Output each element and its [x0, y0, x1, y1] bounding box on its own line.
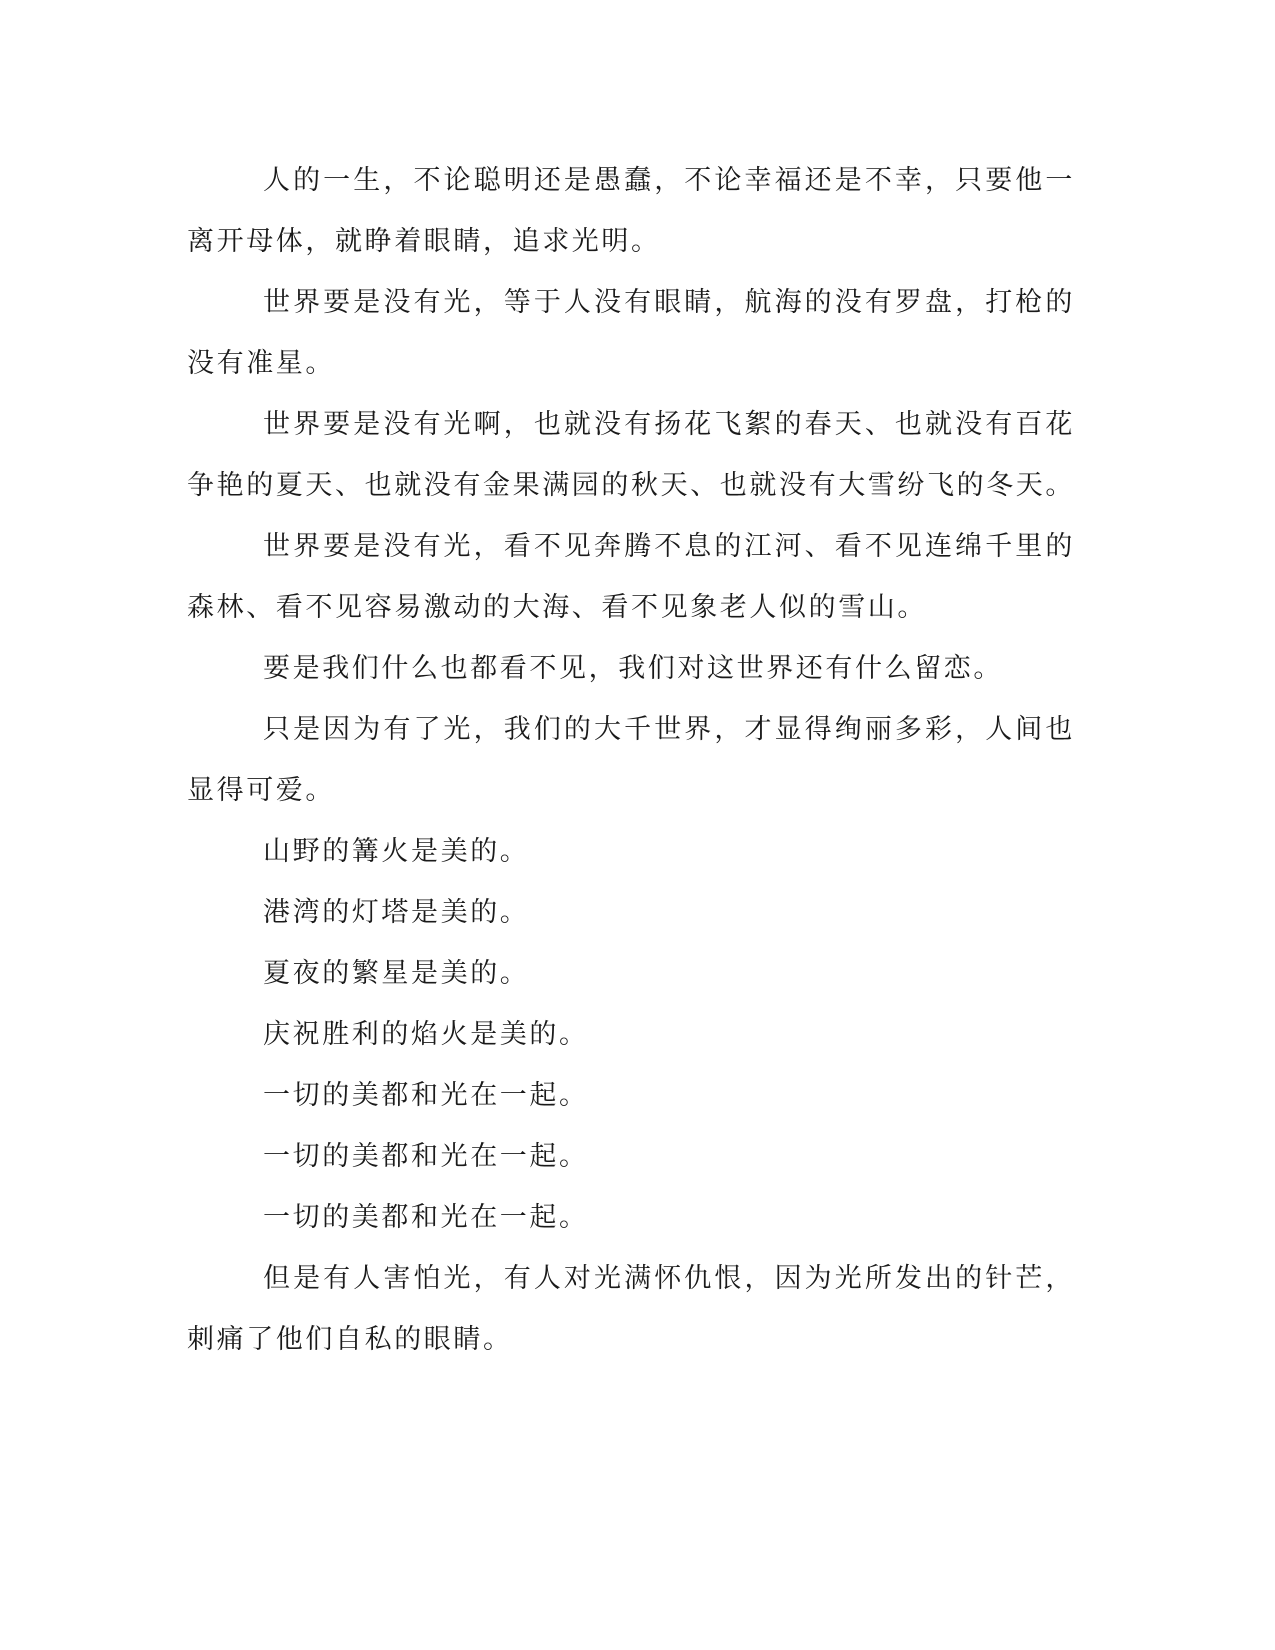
paragraph: 要是我们什么也都看不见，我们对这世界还有什么留恋。: [263, 653, 1003, 684]
paragraph: 世界要是没有光，等于人没有眼睛，航海的没有罗盘，打枪的没有准星。: [187, 287, 1075, 379]
paragraph: 港湾的灯塔是美的。: [263, 897, 530, 928]
paragraph: 但是有人害怕光，有人对光满怀仇恨，因为光所发出的针芒，刺痛了他们自私的眼睛。: [187, 1263, 1075, 1355]
paragraph: 庆祝胜利的焰火是美的。: [263, 1019, 589, 1050]
paragraph: 世界要是没有光啊，也就没有扬花飞絮的春天、也就没有百花争艳的夏天、也就没有金果满园的秋天、也就没有大雪纷飞的冬天。: [187, 409, 1075, 501]
paragraph: 一切的美都和光在一起。: [263, 1202, 589, 1233]
paragraph: 一切的美都和光在一起。: [263, 1080, 589, 1111]
paragraph: 世界要是没有光，看不见奔腾不息的江河、看不见连绵千里的森林、看不见容易激动的大海、看不见象老人似的雪山。: [187, 531, 1075, 623]
paragraph: 一切的美都和光在一起。: [263, 1141, 589, 1172]
document-page: [187, 150, 1075, 1370]
paragraph: 人的一生，不论聪明还是愚蠢，不论幸福还是不幸，只要他一离开母体，就睁着眼睛，追求光明。: [187, 165, 1075, 257]
paragraph: 夏夜的繁星是美的。: [263, 958, 530, 989]
paragraph: 山野的篝火是美的。: [263, 836, 530, 867]
paragraph: 只是因为有了光，我们的大千世界，才显得绚丽多彩，人间也显得可爱。: [187, 714, 1075, 806]
